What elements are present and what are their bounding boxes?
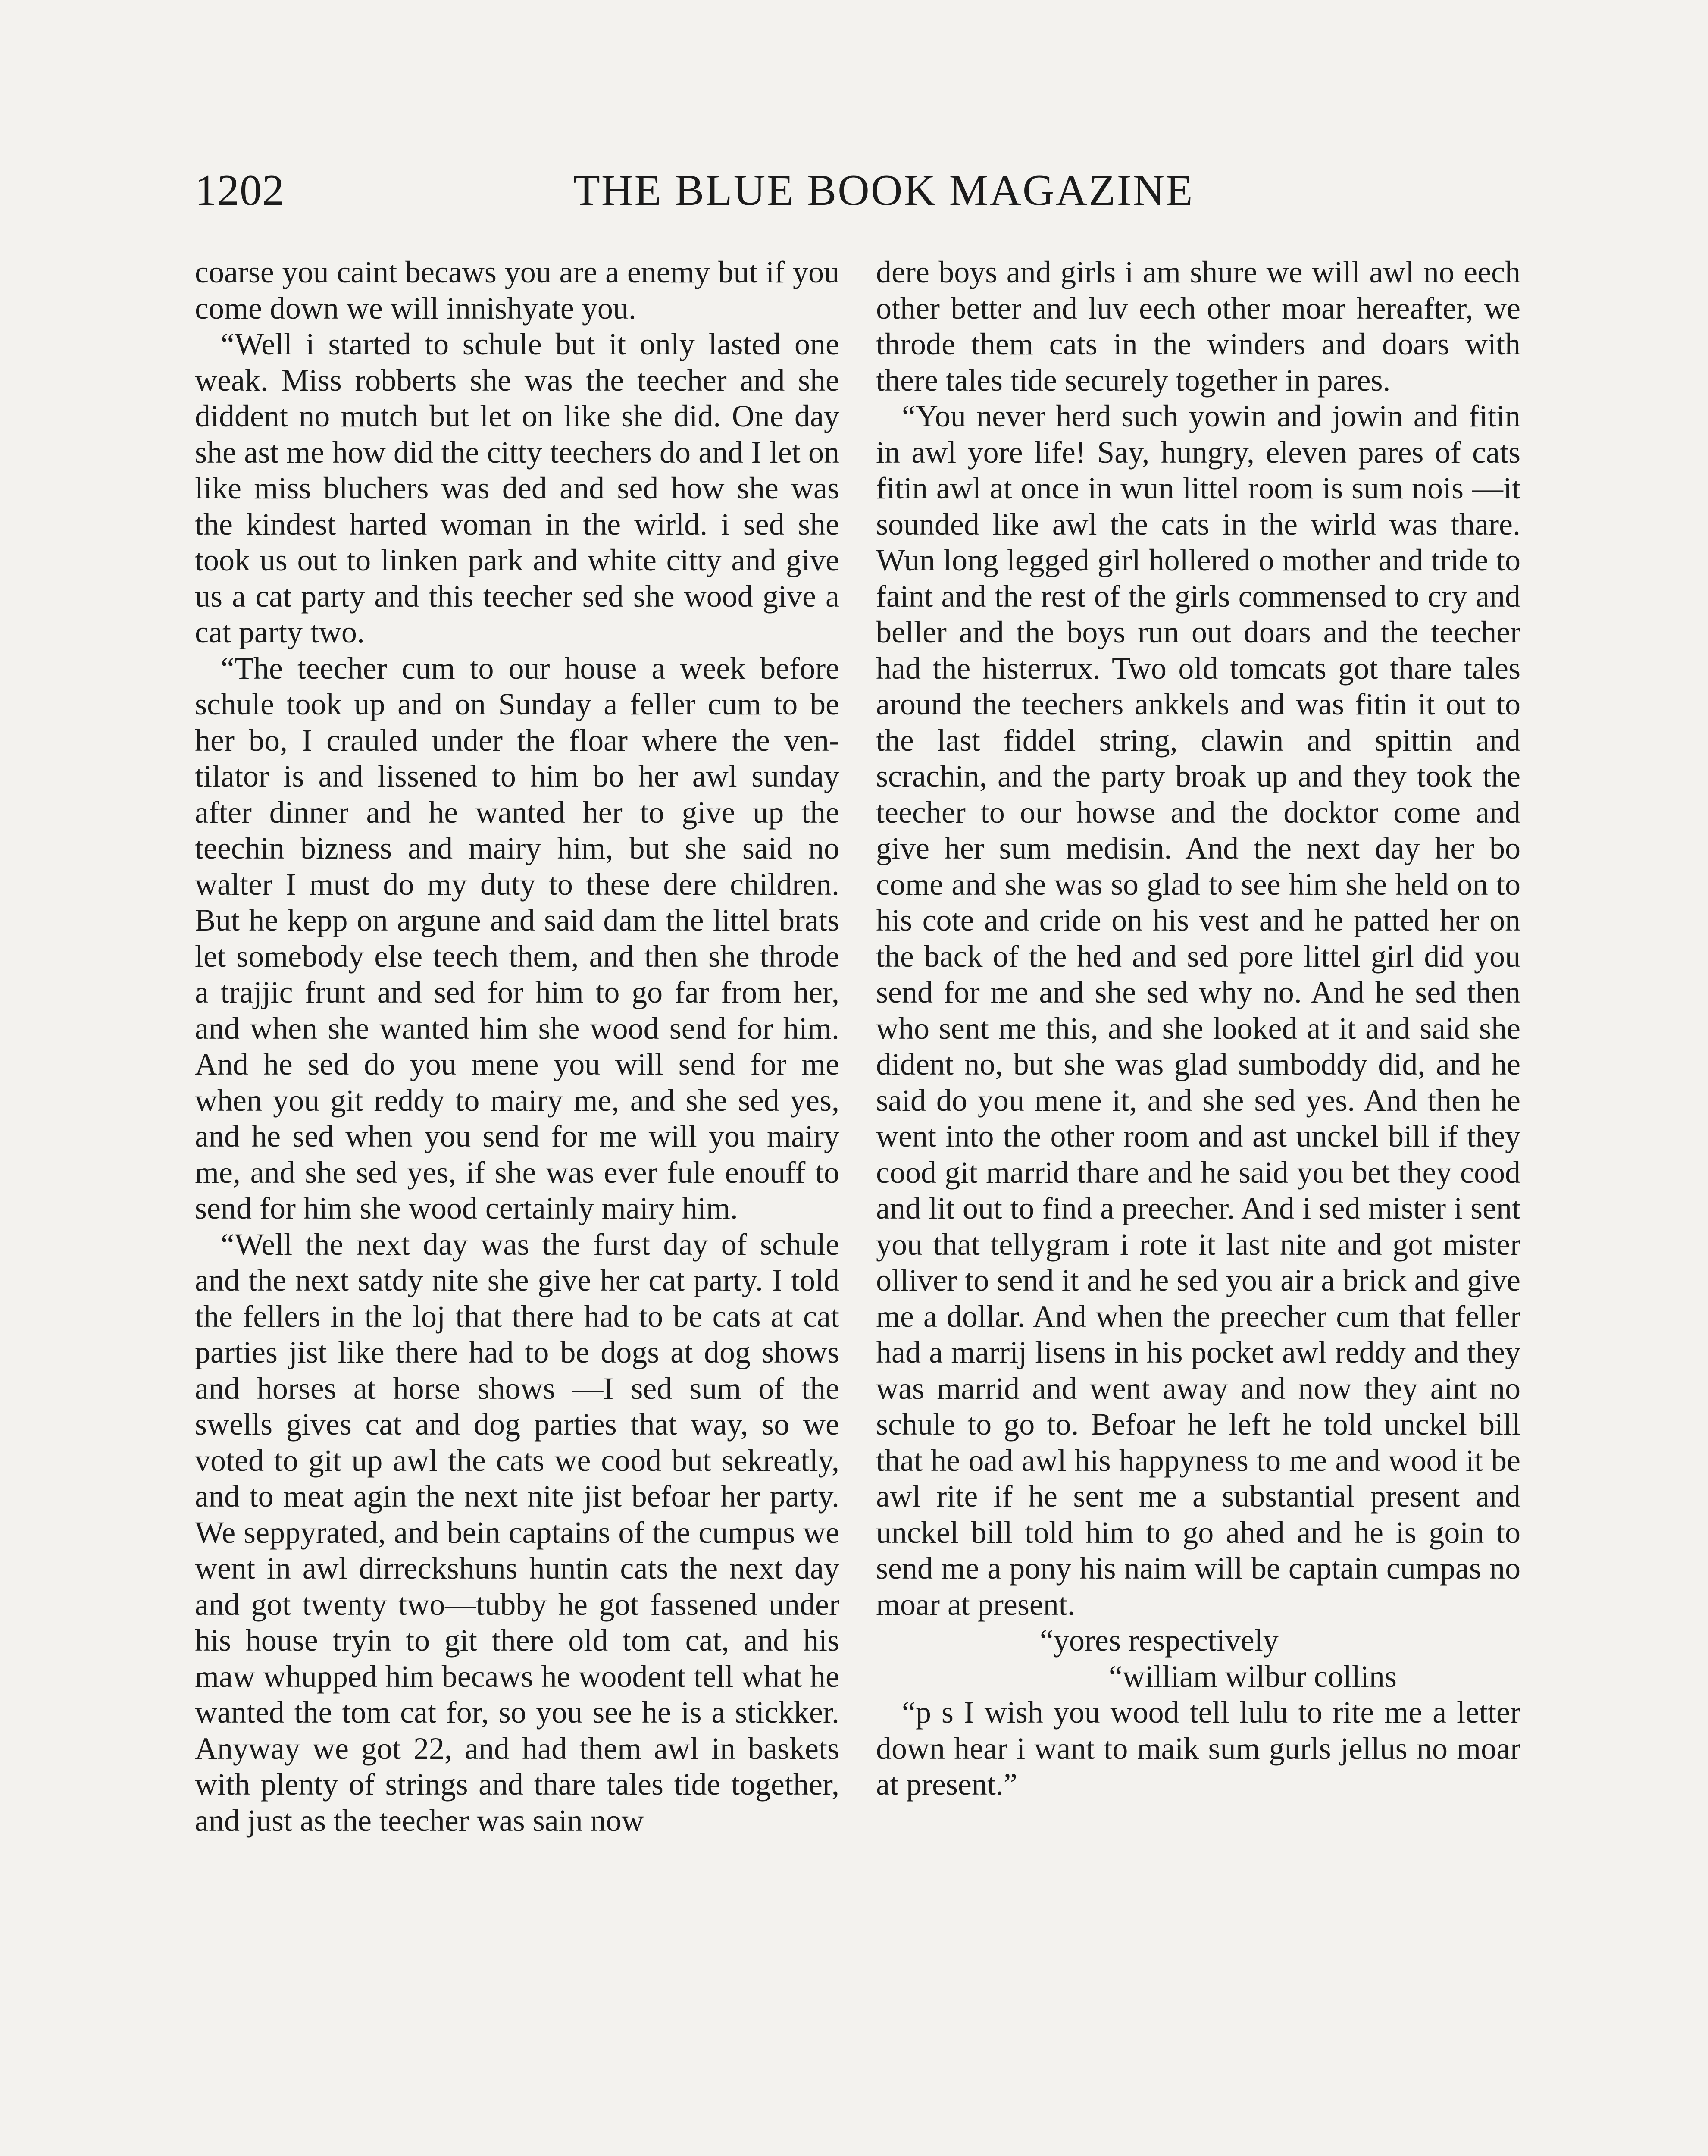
paragraph: dere boys and girls i am shure we will awl no eech other better and luv eech other moar hereafter, we throde them cats in the winders and doars with there tales tide securely together in pares.: [876, 255, 1520, 398]
left-column: [195, 254, 839, 2156]
postscript: “p s I wish you wood tell lulu to rite me a letter down hear i want to maik sum gurls jellus no moar at present.”: [876, 1695, 1520, 1802]
paragraph: “You never herd such yowin and jowin and fitin in awl yore life! Say, hungry, eleven pares of cats fitin awl at once in wun littel room is sum nois —it sounded like awl the cats in the wirld was thare. Wun long legged girl hollered o mother and tride to faint and the rest of the girls commensed to cry and beller and the boys run out doars and the teecher had the histerrux. Two old tomcats got thare tales around the teechers ankkels and was fitin it out to the last fiddel string, clawin and spittin and scrachin, and the party broak up and they took the teecher to our howse and the docktor come and give her sum medisin. And the next day her bo come and she was so glad to see him she held on to his cote and cride on his vest and he patted her on the back of the hed and sed pore littel girl did you send for me and she sed why no. And he sed then who sent me this, and she looked at it and said she dident no, but she was glad sumboddy did, and he said do you mene it, and she sed yes. And then he went into the other room and ast unckel bill if they cood git marrid thare and he said you bet they cood and lit out to find a preecher. And i sed mister i sent you that tellygram i rote it last nite and got mister olliver to send it and he sed you air a brick and give me a dollar. And when the preecher cum that feller had a marrij lisens in his pocket awl reddy and they was marrid and went away and now they aint no schule to go to. Befoar he left he told unckel bill that he oad awl his happyness to me and wood it be awl rite if he sent me a substantial present and unckel bill told him to go ahed and he is goin to send me a pony his naim will be captain cumpas no moar at present.: [876, 399, 1520, 1622]
running-title: THE BLUE BOOK MAGAZINE: [573, 166, 1194, 215]
page-number: 1202: [195, 166, 285, 215]
page-header: [195, 160, 1512, 221]
letter-closing: “yores respectively: [1040, 1623, 1279, 1658]
letter-signature: “william wilbur collins: [1109, 1659, 1397, 1694]
paragraph: “Well i started to schule but it only lasted one weak. Miss robberts she was the teecher and she diddent no mutch but let on like she did. One day she ast me how did the citty teechers do and I let on like miss bluchers was ded and sed how she was the kindest harted woman in the wirld. i sed she took us out to linken park and white citty and give us a cat party and this teecher sed she wood give a cat party two.: [195, 327, 839, 649]
paragraph: coarse you caint becaws you are a enemy but if you come down we will innishyate you.: [195, 255, 839, 326]
right-column: [876, 254, 1520, 2156]
paragraph: “Well the next day was the furst day of schule and the next satdy nite she give her cat party. I told the fellers in the loj that there had to be cats at cat parties jist like there had to be dogs at dog shows and horses at horse shows —I sed sum of the swells gives cat and dog parties that way, so we voted to git up awl the cats we cood but sekreatly, and to meat agin the next nite jist befoar her party. We seppyrated, and bein captains of the cumpus we went in awl dirreckshuns huntin cats the next day and got twenty two—tubby he got fassened under his house tryin to git there old tom cat, and his maw whupped him becaws he woodent tell what he wanted the tom cat for, so you see he is a stickker. Anyway we got 22, and had them awl in baskets with plenty of strings and thare tales tide together, and just as the teecher was sain now: [195, 1227, 839, 1838]
paragraph: “The teecher cum to our house a week before schule took up and on Sunday a feller cum to be her bo, I crauled under the floar where the ventilator is and lissened to him bo her awl sunday after dinner and he wanted her to give up the teechin bizness and mairy him, but she said no walter I must do my duty to these dere children. But he kepp on argune and said dam the littel brats let somebody else teech them, and then she throde a trajjic frunt and sed for him to go far from her, and when she wanted him she wood send for him. And he sed do you mene you will send for me when you git reddy to mairy me, and she sed yes, and he sed when you send for me will you mairy me, and she sed yes, if she was ever fule enouff to send for him she wood certainly mairy him.: [195, 651, 839, 1225]
